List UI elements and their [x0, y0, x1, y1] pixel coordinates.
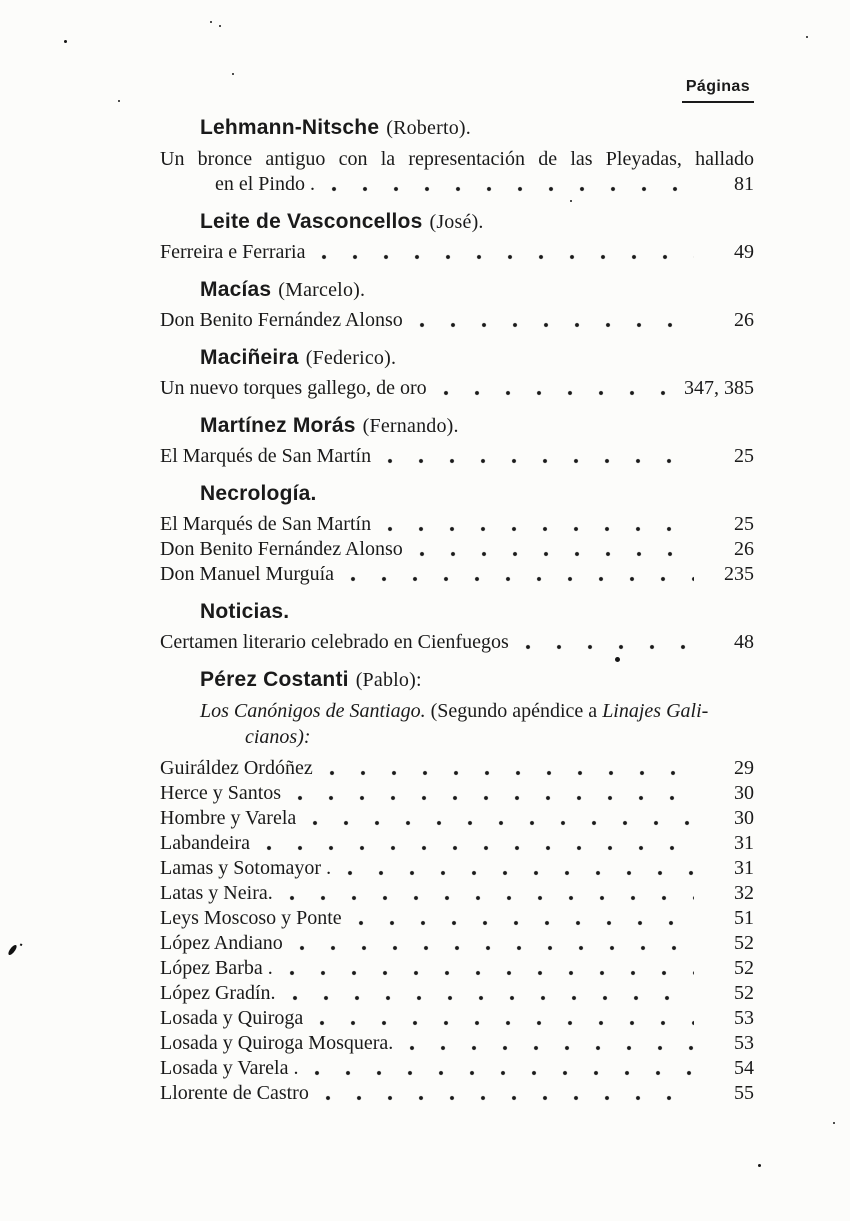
- dot-leader: [321, 240, 694, 265]
- author-forename: (José).: [429, 211, 484, 233]
- dot-leader: [289, 956, 694, 981]
- section-martinez-moras: [160, 414, 754, 469]
- entry-title: Losada y Quiroga Mosquera.: [160, 1032, 394, 1054]
- author-surname: Martínez Morás: [200, 414, 356, 437]
- section-heading: [200, 116, 754, 140]
- scan-speck: [570, 200, 572, 202]
- entry-title: Losada y Quiroga: [160, 1007, 304, 1029]
- dot-leader: [325, 1081, 694, 1106]
- scan-speck: [615, 657, 620, 662]
- dot-leader: [387, 512, 694, 537]
- dot-leader: [329, 756, 694, 781]
- section-title: Necrología.: [200, 482, 317, 505]
- section-heading: [200, 414, 754, 438]
- author-forename: (Roberto).: [386, 117, 471, 139]
- work-subtitle-roman: (Segundo apéndice a: [425, 700, 603, 722]
- index-entry-row: [160, 537, 754, 562]
- work-subheading: [200, 698, 754, 750]
- entry-title: Hombre y Varela: [160, 807, 297, 829]
- dot-leader: [319, 1006, 694, 1031]
- entry-page-number: 26: [734, 309, 754, 331]
- entry-title: Un nuevo torques gallego, de oro: [160, 377, 427, 399]
- section-heading: [200, 278, 754, 302]
- entry-page-number: 52: [734, 932, 754, 954]
- work-subheading-continuation: cianos):: [245, 726, 311, 748]
- pages-column-header: [160, 78, 754, 103]
- index-entry-row: [160, 376, 754, 401]
- index-entry-row: [160, 1056, 754, 1081]
- scan-speck: [758, 1164, 761, 1167]
- index-entry-row: [160, 781, 754, 806]
- dot-leader: [409, 1031, 694, 1056]
- entry-page-number: 49: [734, 241, 754, 263]
- entry-title: Leys Moscoso y Ponte: [160, 907, 342, 929]
- author-forename: (Fernando).: [362, 415, 459, 437]
- entry-page-number: 30: [734, 807, 754, 829]
- index-entry-row: [160, 756, 754, 781]
- index-entry-row: [160, 444, 754, 469]
- entry-title: López Gradín.: [160, 982, 276, 1004]
- entry-page-number: 347, 385: [684, 377, 754, 399]
- entry-page-number: 54: [734, 1057, 754, 1079]
- dot-leader: [347, 856, 694, 881]
- scan-speck: [118, 100, 120, 102]
- index-entry-row: [160, 831, 754, 856]
- section-macineira: [160, 346, 754, 401]
- section-heading: [200, 668, 754, 692]
- index-entry-row: [160, 881, 754, 906]
- entry-page-number: 48: [734, 631, 754, 653]
- entry-page-number: 31: [734, 832, 754, 854]
- dot-leader: [297, 781, 694, 806]
- author-surname: Macías: [200, 278, 272, 301]
- author-surname: Lehmann-Nitsche: [200, 116, 380, 139]
- index-entry-row: [160, 240, 754, 265]
- author-surname: Pérez Costanti: [200, 668, 349, 691]
- index-entry-row: [160, 630, 754, 655]
- entry-title: en el Pindo .: [215, 173, 315, 195]
- entry-title: López Andiano: [160, 932, 283, 954]
- index-entry-row: [160, 562, 754, 587]
- author-forename: (Federico).: [305, 347, 397, 369]
- index-entry-row: [160, 1081, 754, 1106]
- index-entry-row: [160, 1006, 754, 1031]
- section-heading: [200, 210, 754, 234]
- entry-page-number: 32: [734, 882, 754, 904]
- scan-speck: [210, 21, 212, 23]
- index-entry-row: [160, 956, 754, 981]
- entry-title: Ferreira e Ferraria: [160, 241, 306, 263]
- entry-page-number: 31: [734, 857, 754, 879]
- entry-title: Don Benito Fernández Alonso: [160, 538, 403, 560]
- section-title: Noticias.: [200, 600, 290, 623]
- dot-leader: [314, 1056, 694, 1081]
- scan-speck: [64, 40, 67, 43]
- dot-leader: [525, 630, 694, 655]
- dot-leader: [419, 537, 694, 562]
- section-heading: [200, 482, 754, 506]
- entry-page-number: 29: [734, 757, 754, 779]
- entry-title: Don Manuel Murguía: [160, 563, 335, 585]
- entry-page-number: 53: [734, 1032, 754, 1054]
- section-necrologia: [160, 482, 754, 587]
- index-entry-row: [160, 172, 754, 197]
- section-heading: [200, 346, 754, 370]
- section-leite-de-vasconcellos: [160, 210, 754, 265]
- index-entry-row: [160, 981, 754, 1006]
- pages-label: Páginas: [682, 78, 754, 103]
- work-title-italic: Los Canónigos de Santiago.: [200, 700, 426, 722]
- work-reference-italic: Linajes Gali-: [602, 700, 709, 722]
- entry-page-number: 55: [734, 1082, 754, 1104]
- section-heading: [200, 600, 754, 624]
- author-surname: Leite de Vasconcellos: [200, 210, 423, 233]
- index-entry-row: [160, 931, 754, 956]
- entry-page-number: 25: [734, 445, 754, 467]
- dot-leader: [266, 831, 694, 856]
- entry-title: Certamen literario celebrado en Cienfuegos: [160, 631, 509, 653]
- index-entry-row: [160, 806, 754, 831]
- entry-page-number: 51: [734, 907, 754, 929]
- index-entry-row: [160, 512, 754, 537]
- entry-page-number: 235: [724, 563, 754, 585]
- dot-leader: [358, 906, 694, 931]
- entry-page-number: 52: [734, 982, 754, 1004]
- index-entry-row: [160, 1031, 754, 1056]
- dot-leader: [312, 806, 694, 831]
- scan-speck: [219, 25, 221, 27]
- entry-title: El Marqués de San Martín: [160, 445, 372, 467]
- dot-leader: [419, 308, 694, 333]
- entry-title: López Barba .: [160, 957, 273, 979]
- dot-leader: [350, 562, 694, 587]
- entry-page-number: 81: [734, 173, 754, 195]
- author-forename: (Marcelo).: [278, 279, 366, 301]
- entry-title: Lamas y Sotomayor .: [160, 857, 332, 879]
- scan-speck: [806, 36, 808, 38]
- entry-title: Llorente de Castro: [160, 1082, 309, 1104]
- section-noticias: [160, 600, 754, 655]
- entry-page-number: 53: [734, 1007, 754, 1029]
- index-entry-row: [160, 906, 754, 931]
- entry-text-line: Un bronce antiguo con la representación de las Pleyadas, hallado: [160, 148, 754, 170]
- text-block: [160, 78, 754, 1106]
- dot-leader: [387, 444, 694, 469]
- section-lehmann-nitsche: [160, 116, 754, 197]
- entry-page-number: 52: [734, 957, 754, 979]
- scan-speck: [232, 73, 234, 75]
- entry-page-number: 25: [734, 513, 754, 535]
- dot-leader: [443, 376, 674, 401]
- entry-title: Latas y Neira.: [160, 882, 273, 904]
- entry-title: Don Benito Fernández Alonso: [160, 309, 403, 331]
- dot-leader: [299, 931, 694, 956]
- dot-leader: [331, 172, 694, 197]
- author-forename: (Pablo):: [355, 669, 422, 691]
- author-surname: Maciñeira: [200, 346, 299, 369]
- margin-ink-mark: [7, 944, 18, 957]
- dot-leader: [289, 881, 694, 906]
- entry-title: Labandeira: [160, 832, 250, 854]
- entry-page-number: 26: [734, 538, 754, 560]
- index-entry-row: [160, 308, 754, 333]
- entry-title: Losada y Varela .: [160, 1057, 299, 1079]
- scan-speck: [833, 1122, 835, 1124]
- index-entry-row: [160, 856, 754, 881]
- section-macias: [160, 278, 754, 333]
- entry-title: Herce y Santos: [160, 782, 282, 804]
- entry-title: Guiráldez Ordóñez: [160, 757, 313, 779]
- section-perez-costanti: [160, 668, 754, 1106]
- entry-page-number: 30: [734, 782, 754, 804]
- dot-leader: [292, 981, 694, 1006]
- entry-title: El Marqués de San Martín: [160, 513, 372, 535]
